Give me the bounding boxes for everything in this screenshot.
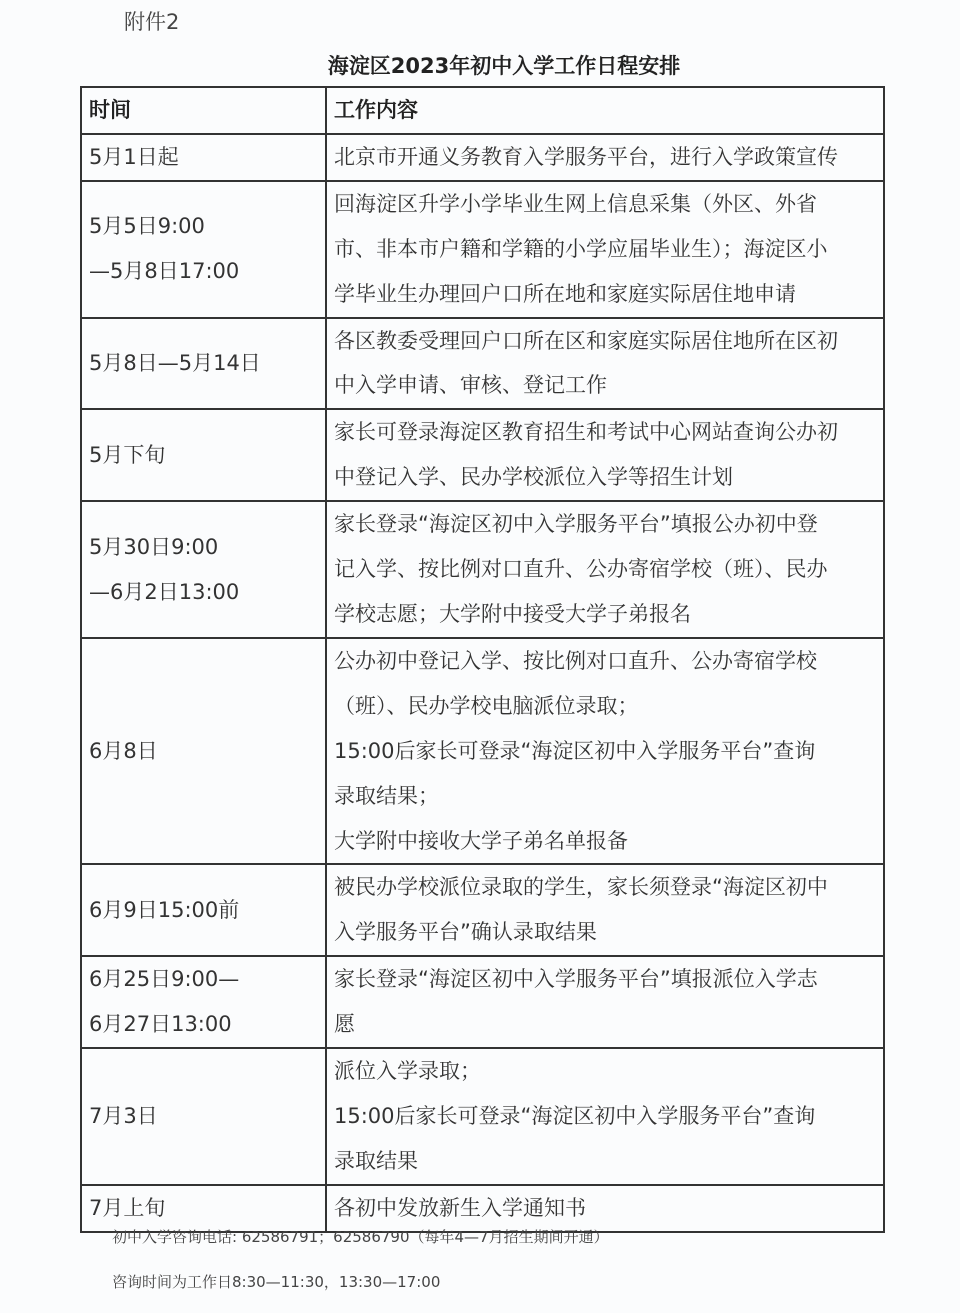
table-row xyxy=(81,501,884,638)
time-cell xyxy=(81,864,326,956)
table-row xyxy=(81,318,884,410)
time-cell xyxy=(81,1048,326,1185)
content-cell-line: 入学服务平台”确认录取结果 xyxy=(334,920,597,945)
time-cell-line: 6月8日 xyxy=(89,738,158,763)
time-cell-line: 5月5日9:00 xyxy=(89,214,205,239)
content-cell xyxy=(326,864,884,956)
content-cell-line: 中登记入学、民办学校派位入学等招生计划 xyxy=(334,465,733,490)
time-cell-line: 6月27日13:00 xyxy=(89,1012,232,1037)
content-cell-line: 各初中发放新生入学通知书 xyxy=(334,1195,586,1220)
time-cell-line: —6月2日13:00 xyxy=(89,579,240,604)
content-cell xyxy=(326,1048,884,1185)
content-cell-line: 北京市开通义务教育入学服务平台，进行入学政策宣传 xyxy=(334,144,838,169)
table-row xyxy=(81,181,884,318)
content-cell-line: 家长登录“海淀区初中入学服务平台”填报派位入学志 xyxy=(334,967,818,992)
table-row xyxy=(81,409,884,501)
content-cell-line: 家长登录“海淀区初中入学服务平台”填报公办初中登 xyxy=(334,512,818,537)
time-cell-line: 5月1日起 xyxy=(89,144,179,169)
table-row xyxy=(81,134,884,181)
time-cell-line: 6月25日9:00— xyxy=(89,967,240,992)
time-cell xyxy=(81,409,326,501)
content-cell xyxy=(326,409,884,501)
time-cell xyxy=(81,638,326,865)
time-cell xyxy=(81,1185,326,1232)
content-cell xyxy=(326,638,884,865)
content-cell-line: 家长可登录海淀区教育招生和考试中心网站查询公办初 xyxy=(334,420,838,445)
attachment-label: 附件2 xyxy=(124,10,180,34)
table-row xyxy=(81,638,884,865)
content-cell-line: 学校志愿；大学附中接受大学子弟报名 xyxy=(334,601,691,626)
table-row xyxy=(81,1048,884,1185)
table-row xyxy=(81,864,884,956)
schedule-table xyxy=(80,86,885,1233)
content-cell-line: 录取结果； xyxy=(334,783,439,808)
content-cell-line: 录取结果 xyxy=(334,1148,418,1173)
content-cell-line: 派位入学录取； xyxy=(334,1059,481,1084)
content-cell-line: 被民办学校派位录取的学生，家长须登录“海淀区初中 xyxy=(334,875,828,900)
content-cell-line: 学毕业生办理回户口所在地和家庭实际居住地申请 xyxy=(334,281,796,306)
table-row xyxy=(81,1185,884,1232)
time-cell xyxy=(81,956,326,1048)
time-cell-line: 6月9日15:00前 xyxy=(89,897,240,922)
table-header-row xyxy=(81,87,884,134)
time-cell-line: —5月8日17:00 xyxy=(89,259,240,284)
content-cell xyxy=(326,318,884,410)
consult-phone-note: 初中入学咨询电话: 62586791；62586790（每年4—7月招生期间开通） xyxy=(112,1228,609,1246)
content-cell xyxy=(326,134,884,181)
content-cell xyxy=(326,956,884,1048)
content-cell xyxy=(326,181,884,318)
content-cell-line: 回海淀区升学小学毕业生网上信息采集（外区、外省 xyxy=(334,191,817,216)
content-cell-line: 愿 xyxy=(334,1012,355,1037)
content-cell-line: 公办初中登记入学、按比例对口直升、公办寄宿学校 xyxy=(334,648,817,673)
content-cell xyxy=(326,1185,884,1232)
time-cell xyxy=(81,318,326,410)
consult-hours-note: 咨询时间为工作日8:30—11:30，13:30—17:00 xyxy=(112,1273,441,1291)
content-cell-line: 记入学、按比例对口直升、公办寄宿学校（班）、民办 xyxy=(334,557,828,582)
content-cell-line: 中入学申请、审核、登记工作 xyxy=(334,373,607,398)
header-time: 时间 xyxy=(81,87,326,134)
time-cell-line: 5月8日—5月14日 xyxy=(89,350,261,375)
content-cell-line: 各区教委受理回户口所在区和家庭实际居住地所在区初 xyxy=(334,328,838,353)
time-cell-line: 5月下旬 xyxy=(89,442,166,467)
content-cell xyxy=(326,501,884,638)
time-cell xyxy=(81,134,326,181)
content-cell-line: 大学附中接收大学子弟名单报备 xyxy=(334,828,628,853)
time-cell-line: 5月30日9:00 xyxy=(89,534,219,559)
time-cell xyxy=(81,501,326,638)
time-cell-line: 7月3日 xyxy=(89,1103,158,1128)
content-cell-line: 15:00后家长可登录“海淀区初中入学服务平台”查询 xyxy=(334,738,816,763)
document-title: 海淀区2023年初中入学工作日程安排 xyxy=(327,54,681,78)
content-cell-line: 15:00后家长可登录“海淀区初中入学服务平台”查询 xyxy=(334,1103,816,1128)
time-cell-line: 7月上旬 xyxy=(89,1195,166,1220)
content-cell-line: （班）、民办学校电脑派位录取； xyxy=(334,693,639,718)
table-row xyxy=(81,956,884,1048)
header-content: 工作内容 xyxy=(326,87,884,134)
content-cell-line: 市、非本市户籍和学籍的小学应届毕业生）；海淀区小 xyxy=(334,236,828,261)
time-cell xyxy=(81,181,326,318)
